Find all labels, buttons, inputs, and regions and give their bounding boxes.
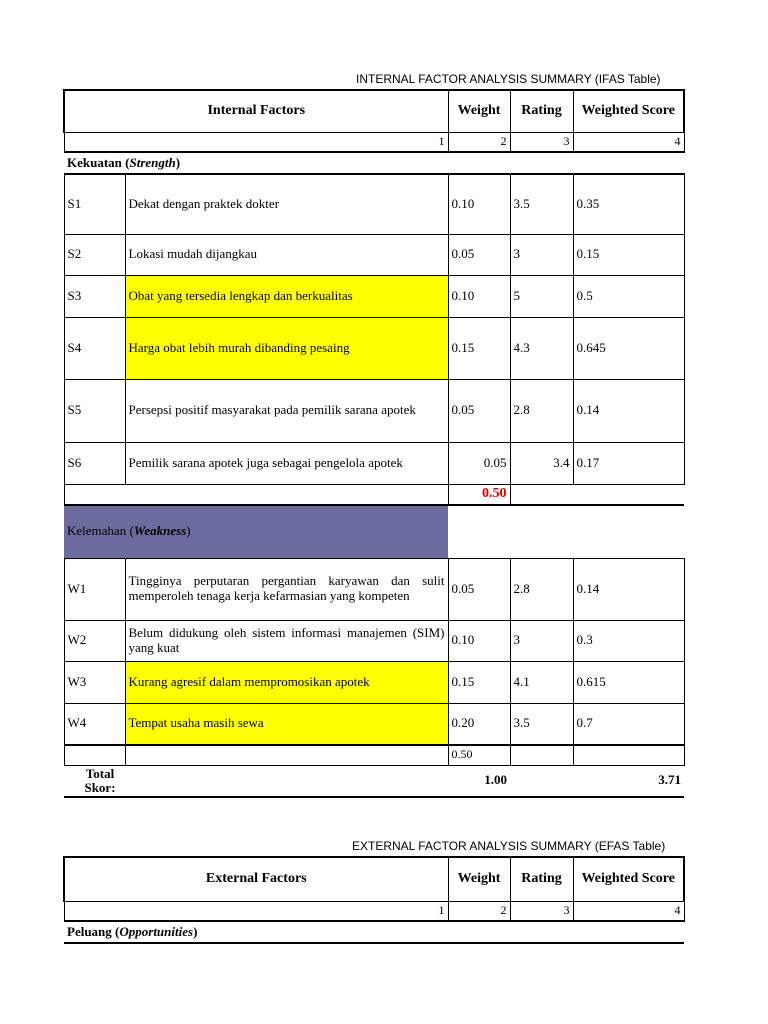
factor-score: 0.5	[573, 275, 684, 317]
factor-rating: 2.8	[510, 558, 573, 620]
ifas-caption: INTERNAL FACTOR ANALYSIS SUMMARY (IFAS Table)	[356, 72, 661, 86]
factor-score: 0.14	[573, 379, 684, 442]
factor-weight: 0.10	[448, 620, 510, 661]
factor-score: 0.3	[573, 620, 684, 661]
col-number-2: 2	[448, 901, 510, 921]
total-score: 3.71	[573, 765, 684, 797]
efas-caption: EXTERNAL FACTOR ANALYSIS SUMMARY (EFAS Table)	[352, 839, 666, 853]
factor-rating: 3.5	[510, 703, 573, 745]
table-row	[64, 558, 684, 620]
factor-score: 0.15	[573, 234, 684, 275]
total-label: Total Skor:	[64, 765, 125, 797]
factor-text: Lokasi mudah dijangkau	[125, 234, 448, 275]
factor-code: S1	[64, 174, 125, 234]
total-row	[64, 765, 684, 797]
efas-header-row	[64, 857, 684, 901]
efas-table	[63, 856, 685, 944]
weakness-section-row	[64, 505, 684, 558]
factor-code: S6	[64, 442, 125, 484]
header-weighted-score: Weighted Score	[573, 857, 684, 901]
factor-text: Persepsi positif masyarakat pada pemilik sarana apotek	[125, 379, 448, 442]
strength-section-label: Kekuatan (Strength)	[64, 152, 684, 174]
factor-text: Belum didukung oleh sistem informasi manajemen (SIM) yang kuat	[125, 620, 448, 661]
factor-code: S5	[64, 379, 125, 442]
table-row	[64, 620, 684, 661]
weakness-subtotal-row	[64, 745, 684, 765]
factor-text: Obat yang tersedia lengkap dan berkualitas	[125, 275, 448, 317]
factor-weight: 0.05	[448, 558, 510, 620]
factor-score: 0.17	[573, 442, 684, 484]
header-internal-factors: Internal Factors	[64, 90, 448, 132]
ifas-table	[63, 89, 685, 798]
factor-text: Kurang agresif dalam mempromosikan apotek	[125, 661, 448, 703]
factor-text: Dekat dengan praktek dokter	[125, 174, 448, 234]
factor-rating: 3.4	[510, 442, 573, 484]
table-row	[64, 661, 684, 703]
factor-rating: 3	[510, 234, 573, 275]
factor-rating: 4.3	[510, 317, 573, 379]
col-number-2: 2	[448, 132, 510, 152]
efas-column-number-row	[64, 901, 684, 921]
opportunity-section-label: Peluang (Opportunities)	[64, 921, 684, 943]
col-number-3: 3	[510, 132, 573, 152]
strength-subtotal-row	[64, 484, 684, 505]
factor-text: Tingginya perputaran pergantian karyawan dan sulit memperoleh tenaga kerja kefarmasian yang kompeten	[125, 558, 448, 620]
table-row	[64, 442, 684, 484]
header-weight: Weight	[448, 90, 510, 132]
col-number-1: 1	[64, 132, 448, 152]
factor-rating: 3	[510, 620, 573, 661]
factor-text: Harga obat lebih murah dibanding pesaing	[125, 317, 448, 379]
header-rating: Rating	[510, 90, 573, 132]
factor-code: W4	[64, 703, 125, 745]
factor-weight: 0.05	[448, 379, 510, 442]
factor-weight: 0.15	[448, 317, 510, 379]
factor-code: S4	[64, 317, 125, 379]
header-rating: Rating	[510, 857, 573, 901]
table-row	[64, 174, 684, 234]
table-row	[64, 379, 684, 442]
factor-code: S2	[64, 234, 125, 275]
total-weight: 1.00	[448, 765, 510, 797]
factor-rating: 3.5	[510, 174, 573, 234]
table-row	[64, 703, 684, 745]
factor-weight: 0.10	[448, 275, 510, 317]
factor-weight: 0.05	[448, 234, 510, 275]
strength-section-row	[64, 152, 684, 174]
col-number-1: 1	[64, 901, 448, 921]
factor-weight: 0.05	[448, 442, 510, 484]
factor-code: W2	[64, 620, 125, 661]
strength-subtotal: 0.50	[448, 484, 510, 505]
col-number-4: 4	[573, 901, 684, 921]
factor-code: S3	[64, 275, 125, 317]
factor-rating: 5	[510, 275, 573, 317]
factor-score: 0.615	[573, 661, 684, 703]
header-weighted-score: Weighted Score	[573, 90, 684, 132]
col-number-3: 3	[510, 901, 573, 921]
factor-weight: 0.20	[448, 703, 510, 745]
factor-code: W3	[64, 661, 125, 703]
table-row	[64, 234, 684, 275]
weakness-subtotal: 0.50	[448, 745, 510, 765]
factor-text: Tempat usaha masih sewa	[125, 703, 448, 745]
weakness-section-label: Kelemahan (Weakness)	[64, 505, 448, 558]
header-external-factors: External Factors	[64, 857, 448, 901]
factor-weight: 0.10	[448, 174, 510, 234]
factor-text: Pemilik sarana apotek juga sebagai pengelola apotek	[125, 442, 448, 484]
factor-score: 0.35	[573, 174, 684, 234]
table-row	[64, 317, 684, 379]
ifas-column-number-row	[64, 132, 684, 152]
ifas-header-row	[64, 90, 684, 132]
col-number-4: 4	[573, 132, 684, 152]
factor-weight: 0.15	[448, 661, 510, 703]
factor-score: 0.645	[573, 317, 684, 379]
factor-score: 0.7	[573, 703, 684, 745]
header-weight: Weight	[448, 857, 510, 901]
factor-rating: 2.8	[510, 379, 573, 442]
factor-rating: 4.1	[510, 661, 573, 703]
table-row	[64, 275, 684, 317]
factor-code: W1	[64, 558, 125, 620]
opportunity-section-row	[64, 921, 684, 943]
factor-score: 0.14	[573, 558, 684, 620]
